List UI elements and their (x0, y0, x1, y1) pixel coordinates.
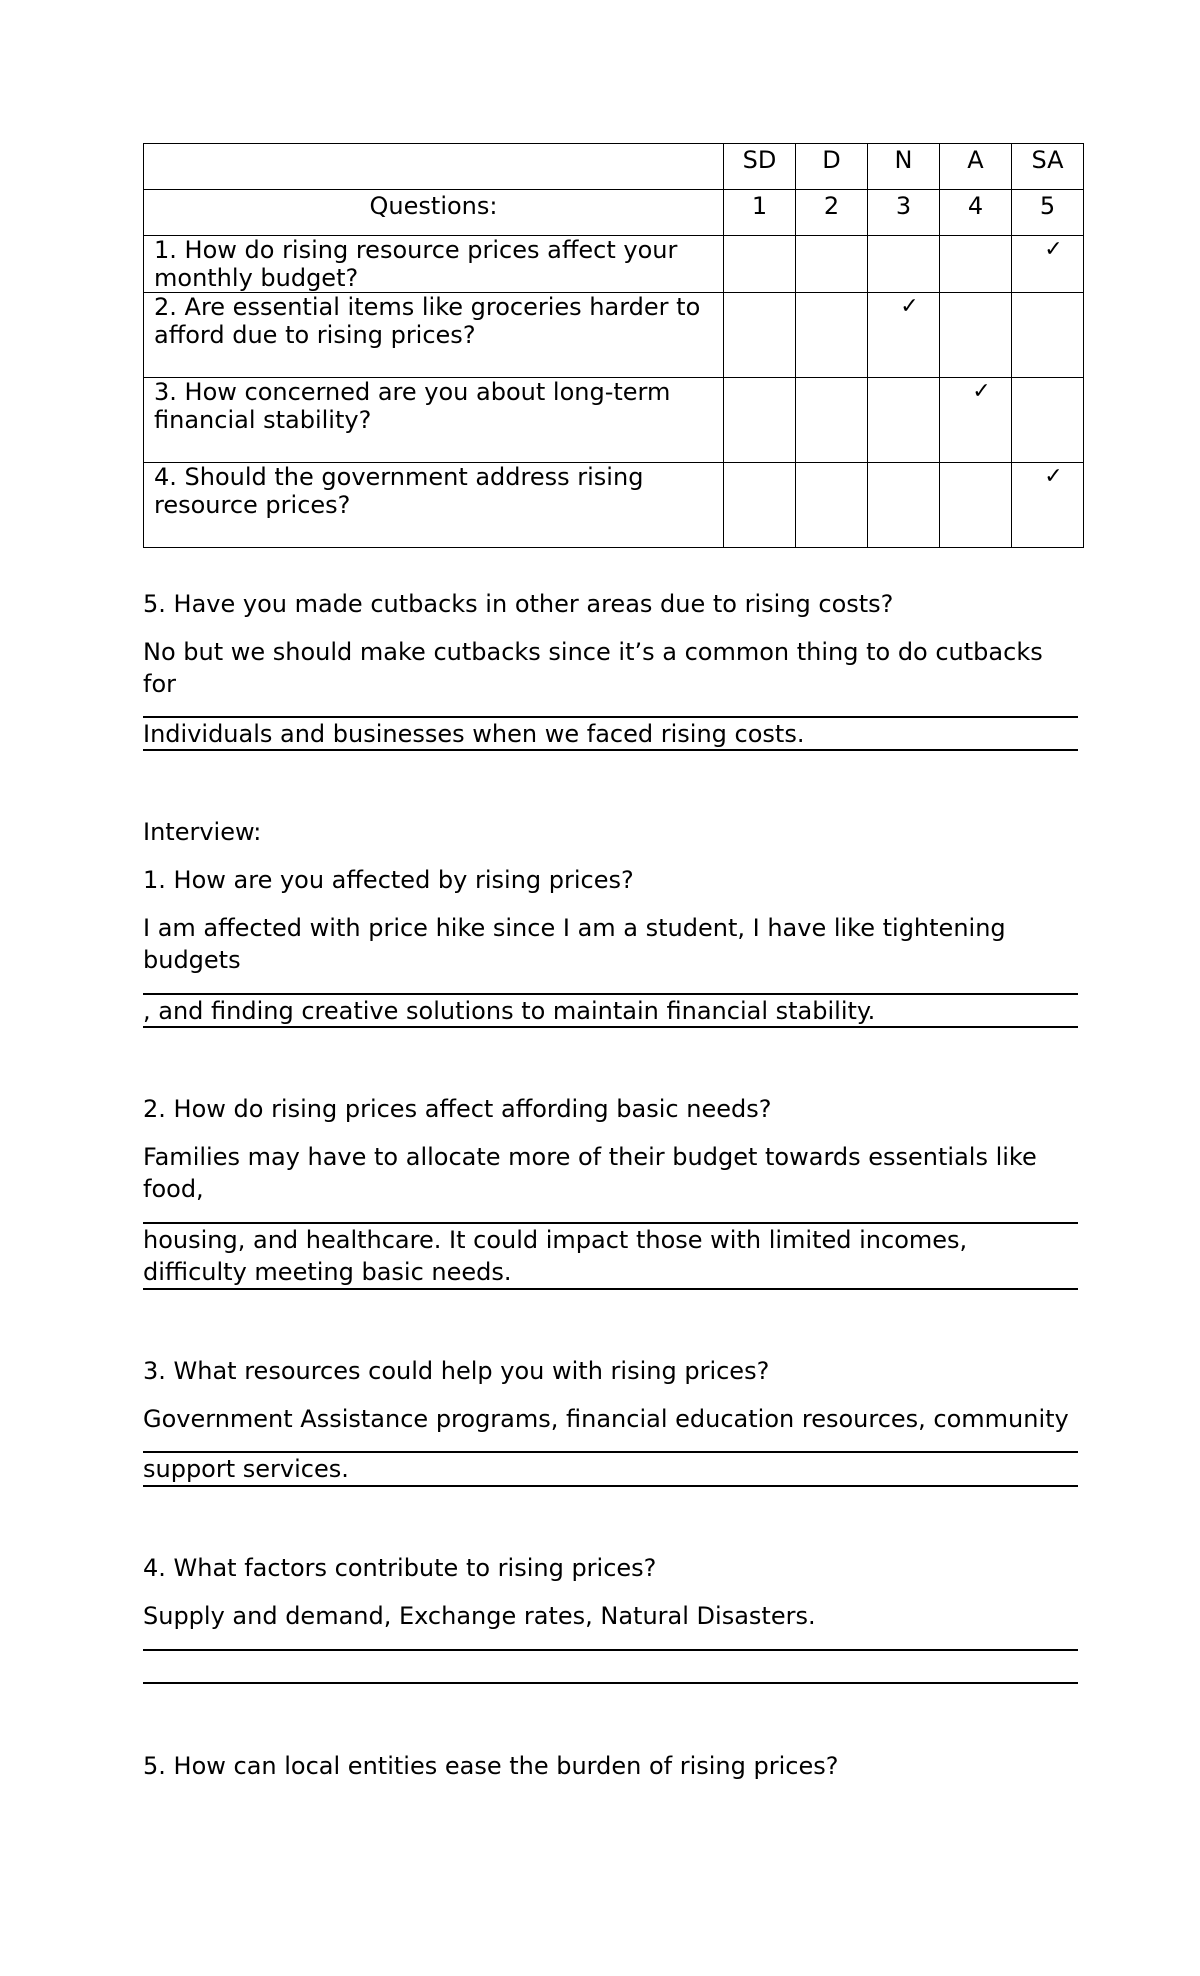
q5-answer-line: Individuals and businesses when we faced rising costs. (143, 720, 805, 748)
interview-answer-line: Supply and demand, Exchange rates, Natural Disasters. (143, 1602, 816, 1630)
question-text: 3. How concerned are you about long-term (154, 378, 671, 406)
interview-answer-line: , and finding creative solutions to maintain financial stability. (143, 997, 876, 1025)
interview-question: 1. How are you affected by rising prices? (143, 866, 634, 894)
answer-cell[interactable] (724, 236, 796, 293)
interview-answer-line: food, (143, 1175, 204, 1203)
scale-label-sa: SA (1012, 144, 1084, 190)
answer-cell[interactable] (796, 293, 868, 378)
answer-cell[interactable] (796, 378, 868, 463)
scale-number-4: 4 (940, 190, 1012, 236)
answer-underline (143, 1288, 1078, 1290)
interview-question: 2. How do rising prices affect affording basic needs? (143, 1095, 772, 1123)
checkmark-icon: ✓ (1044, 464, 1063, 489)
question-text: 1. How do rising resource prices affect your (154, 236, 678, 264)
q5-answer-line: No but we should make cutbacks since it’s a common thing to do cutbacks (143, 638, 1043, 666)
answer-cell[interactable] (796, 463, 868, 548)
question-text: 4. Should the government address rising (154, 463, 644, 491)
interview-answer-line: Government Assistance programs, financial education resources, community (143, 1405, 1069, 1433)
survey-question (144, 236, 724, 293)
survey-question (144, 463, 724, 548)
questions-header: Questions: (144, 190, 724, 236)
scale-number-1: 1 (724, 190, 796, 236)
answer-cell[interactable] (868, 293, 940, 378)
answer-underline (143, 1682, 1078, 1684)
interview-question: 5. How can local entities ease the burden of rising prices? (143, 1752, 839, 1780)
checkmark-icon: ✓ (900, 294, 919, 319)
answer-cell[interactable] (868, 378, 940, 463)
survey-question (144, 378, 724, 463)
question-text: 2. Are essential items like groceries harder to (154, 293, 701, 321)
scale-label-d: D (796, 144, 868, 190)
q5-question: 5. Have you made cutbacks in other areas due to rising costs? (143, 590, 894, 618)
answer-cell[interactable] (796, 236, 868, 293)
answer-cell[interactable] (724, 463, 796, 548)
scale-number-5: 5 (1012, 190, 1084, 236)
answer-cell[interactable] (1012, 293, 1084, 378)
scale-label-sd: SD (724, 144, 796, 190)
interview-answer-line: Families may have to allocate more of their budget towards essentials like (143, 1143, 1037, 1171)
survey-question (144, 293, 724, 378)
interview-answer-line: difficulty meeting basic needs. (143, 1258, 512, 1286)
answer-underline (143, 1026, 1078, 1028)
interview-answer-line: support services. (143, 1455, 349, 1483)
answer-cell[interactable] (724, 293, 796, 378)
answer-underline (143, 1649, 1078, 1651)
survey-row (144, 378, 1084, 463)
scale-number-3: 3 (868, 190, 940, 236)
answer-cell[interactable] (1012, 378, 1084, 463)
checkmark-icon: ✓ (972, 379, 991, 404)
question-text: resource prices? (154, 491, 351, 519)
checkmark-icon: ✓ (1044, 237, 1063, 262)
answer-cell[interactable] (940, 378, 1012, 463)
scale-label-a: A (940, 144, 1012, 190)
empty-header-cell (144, 144, 724, 190)
question-text: monthly budget? (154, 264, 359, 292)
interview-title: Interview: (143, 818, 262, 846)
survey-row (144, 236, 1084, 293)
survey-row (144, 293, 1084, 378)
answer-cell[interactable] (724, 378, 796, 463)
q5-answer-line: for (143, 670, 176, 698)
number-header-row (144, 190, 1084, 236)
answer-cell[interactable] (1012, 236, 1084, 293)
interview-answer-line: budgets (143, 946, 241, 974)
question-text: financial stability? (154, 406, 372, 434)
answer-cell[interactable] (868, 463, 940, 548)
interview-question: 3. What resources could help you with rising prices? (143, 1357, 770, 1385)
scale-label-n: N (868, 144, 940, 190)
answer-cell[interactable] (940, 236, 1012, 293)
interview-answer-line: I am affected with price hike since I am a student, I have like tightening (143, 914, 1006, 942)
answer-cell[interactable] (868, 236, 940, 293)
answer-cell[interactable] (940, 293, 1012, 378)
interview-question: 4. What factors contribute to rising prices? (143, 1554, 657, 1582)
survey-row (144, 463, 1084, 548)
answer-cell[interactable] (1012, 463, 1084, 548)
scale-header-row (144, 144, 1084, 190)
answer-underline (143, 1485, 1078, 1487)
interview-answer-line: housing, and healthcare. It could impact those with limited incomes, (143, 1226, 968, 1254)
answer-cell[interactable] (940, 463, 1012, 548)
answer-underline (143, 749, 1078, 751)
survey-table (143, 143, 1084, 548)
scale-number-2: 2 (796, 190, 868, 236)
question-text: afford due to rising prices? (154, 321, 476, 349)
